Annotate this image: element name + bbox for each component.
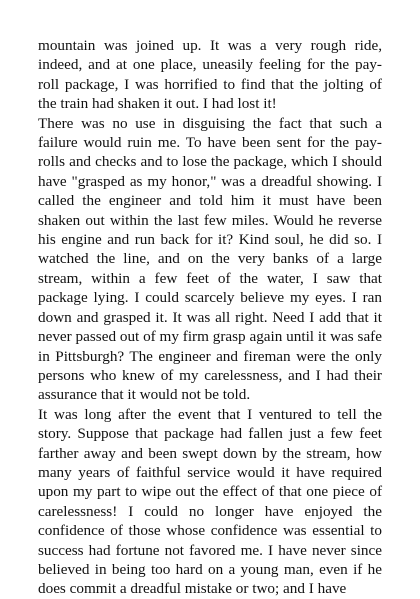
document-page: [38, 36, 382, 599]
paragraph-lost-package: mountain was joined up. It was a very rough ride, indeed, and at one place, uneasily feeling for the pay-roll package, I was horrified to find that the jolting of the train had shaken it out. I had lost it!: [38, 37, 382, 113]
paragraph-recovery: There was no use in disguising the fact that such a failure would ruin me. To have been sent for the pay-rolls and checks and to lose the package, which I should have "grasped as my honor," was a dreadful showing. I called the engineer and told him it must have been shaken out within the last few miles. Would he reverse his engine and run back for it? Kind soul, he did so. I watched the line, and on the very banks of a large stream, within a few feet of the water, I saw that package lying. I could scarcely believe my eyes. I ran down and grasped it. It was all right. Need I add that it never passed out of my firm grasp again until it was safe in Pittsburgh? The engineer and fireman were the only persons who knew of my carelessness, and I had their assurance that it would not be told.: [38, 114, 382, 404]
paragraph-reflection: It was long after the event that I ventured to tell the story. Suppose that package had fallen just a few feet farther away and been swept down by the stream, how many years of faithful service would it have required upon my part to wipe out the effect of that one piece of carelessness! I could no longer have enjoyed the confidence of those whose confidence was essential to success had fortune not favored me. I have never since believed in being too hard on a young man, even if he does commit a dreadful mistake or two; and I have: [38, 405, 382, 598]
